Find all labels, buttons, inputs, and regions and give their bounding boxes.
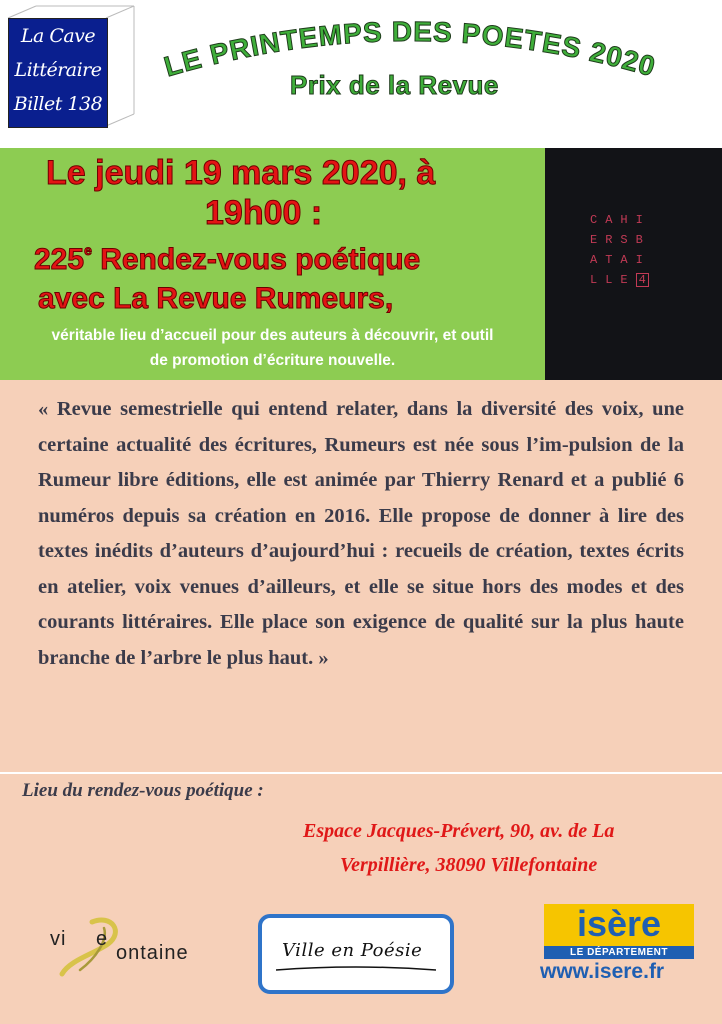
event-title-text: LE PRINTEMPS DES POETES 2020: [160, 15, 660, 83]
event-number: 225: [34, 243, 85, 276]
event-time: 19h00 :: [205, 194, 323, 232]
event-date: Le jeudi 19 mars 2020, à: [46, 154, 436, 192]
book-title-row-2: ERSB: [590, 233, 651, 247]
villefontaine-logo: [50, 914, 210, 978]
book-cover-image: [545, 148, 722, 380]
logo-line-3: Billet 138: [13, 93, 103, 115]
book-title-row-4-text: LLE: [590, 273, 636, 287]
isere-name: isère: [544, 904, 694, 946]
revue-description: « Revue semestrielle qui entend relater, dans la diversité des voix, une certaine actualité des écritures, Rumeurs est née sous l’im-pulsion de la Rumeur libre éditions, elle est animée par Thierry Renard et a publié 6 numéros depuis sa création en 2016. Elle propose de donner à lire des textes inédits d’auteurs d’aujourd’hui : recueils de création, textes écrits en atelier, voix venues d’ailleurs, et elle se situe hors des modes et des courants littéraires. Elle place son exigence de qualité sur la plus haute branche de l’arbre le plus haut. »: [38, 398, 684, 669]
event-kind: Rendez-vous poétique: [91, 243, 421, 276]
underline-flourish-icon: [276, 962, 436, 976]
book-title-row-1: CAHI: [590, 213, 651, 227]
location-address-line-2: Verpillière, 38090 Villefontaine: [340, 854, 598, 876]
isere-logo: [538, 904, 698, 984]
location-label: Lieu du rendez-vous poétique :: [22, 780, 264, 801]
event-guest: avec La Revue Rumeurs,: [38, 282, 394, 315]
isere-subtitle: LE DÉPARTEMENT: [544, 946, 694, 959]
banner-note-line-1: véritable lieu d’accueil pour des auteurs à découvrir, et outil: [51, 327, 494, 344]
event-title: [110, 10, 710, 120]
villefontaine-part-3: ontaine: [116, 942, 189, 964]
ville-en-poesie-text: Ville en Poésie: [282, 940, 423, 961]
banner-note-line-2: de promotion d’écriture nouvelle.: [149, 352, 396, 369]
book-issue-number: 4: [636, 273, 649, 287]
villefontaine-part-2: e: [96, 928, 109, 950]
quote-section: [0, 380, 722, 772]
event-number-line: [34, 242, 420, 277]
book-cover-title: [590, 210, 680, 290]
subtitle: Prix de la Revue: [290, 70, 499, 100]
book-title-row-3: ATAI: [590, 253, 651, 267]
book-title-row-4: [590, 270, 680, 290]
location-address-line-1: Espace Jacques-Prévert, 90, av. de La: [303, 820, 615, 842]
cave-litteraire-logo: [8, 18, 108, 128]
isere-website[interactable]: www.isere.fr: [540, 960, 665, 983]
logo-line-1: La Cave: [20, 25, 96, 47]
event-banner: [0, 148, 545, 380]
ville-en-poesie-logo: [258, 914, 454, 994]
logo-line-2: Littéraire: [14, 59, 102, 81]
event-number-suffix: e: [84, 242, 92, 258]
villefontaine-part-1: vi: [50, 928, 67, 950]
